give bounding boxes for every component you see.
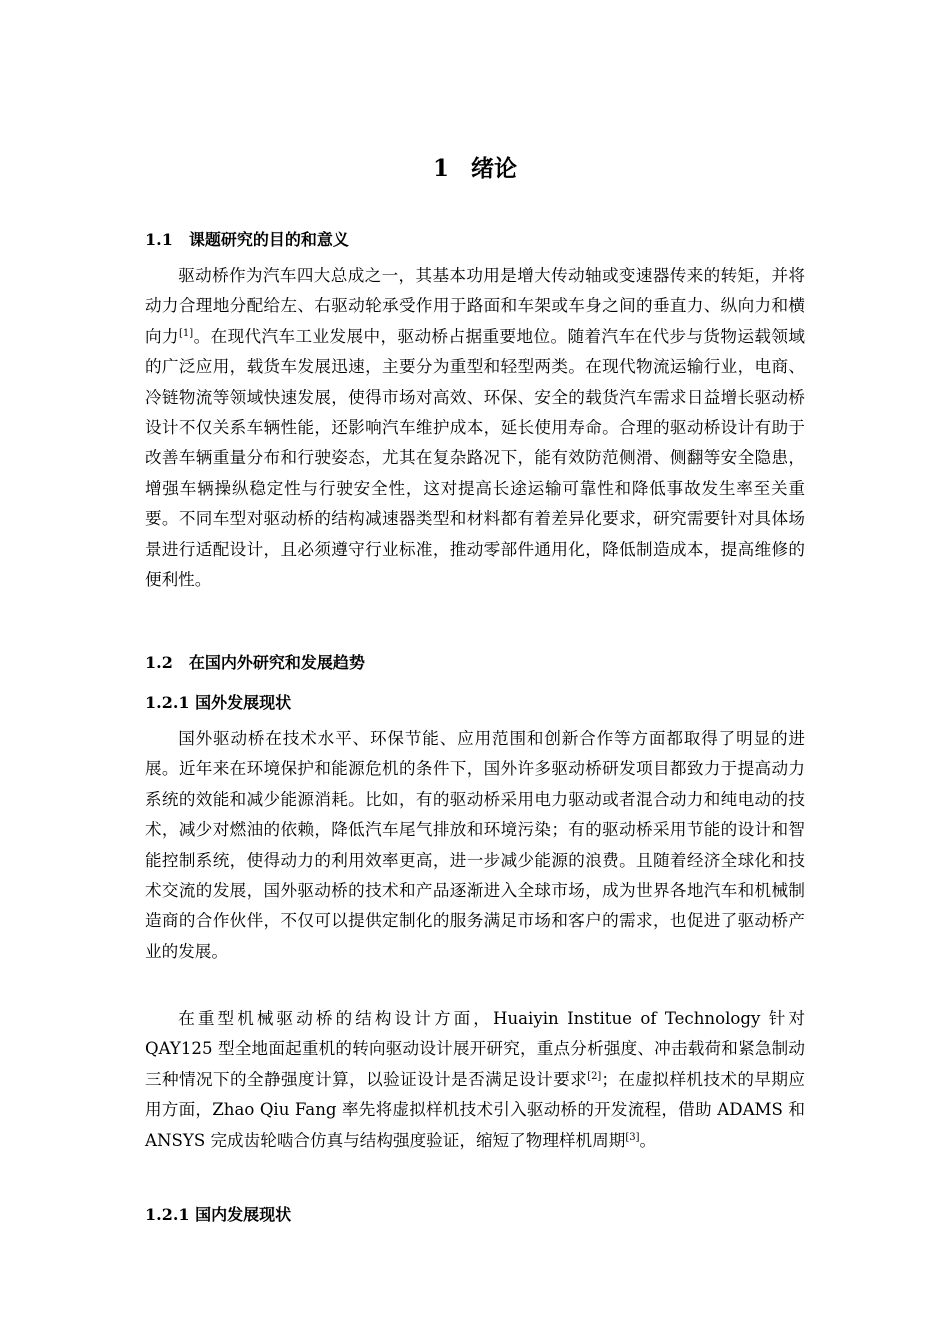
section-number: 1.1: [145, 230, 173, 249]
chapter-number: 1: [432, 155, 449, 182]
paragraph-foreign-status: 国外驱动桥在技术水平、环保节能、应用范围和创新合作等方面都取得了明显的进展。近年来在环境保护和能源危机的条件下，国外许多驱动桥研发项目都致力于提高动力系统的效能和减少能源消耗。比如，有的驱动桥采用电力驱动或者混合动力和纯电动的技术，减少对燃油的依赖，降低汽车尾气排放和环境污染；有的驱动桥采用节能的设计和智能控制系统，使得动力的利用效率更高，进一步减少能源的浪费。且随着经济全球化和技术交流的发展，国外驱动桥的技术和产品逐渐进入全球市场，成为世界各地汽车和机械制造商的合作伙伴，不仅可以提供定制化的服务满足市场和客户的需求，也促进了驱动桥产业的发展。: [145, 729, 805, 961]
paragraph-text: 驱动桥作为汽车四大总成之一，其基本功用是增大传动轴或变速器传来的转矩，并将动力合理地分配给左、右驱动轮承受作用于路面和车架或车身之间的垂直力、纵向力和横向力: [145, 266, 805, 346]
citation-3: [3]: [625, 1131, 640, 1143]
chapter-title: [0, 150, 950, 183]
subsection-heading-foreign: 1.2.1 国外发展现状: [145, 693, 292, 712]
paragraph-text: 在重型机械驱动桥的结构设计方面，Huaiyin Institue of Technology 针对 QAY125 型全地面起重机的转向驱动设计展开研究，重点分析强度、冲击载荷和紧急制动三种情况下的全静强度计算，以验证设计是否满足设计要求: [145, 1009, 805, 1089]
paragraph-text: ；在虚拟样机技术的早期应用方面，Zhao Qiu Fang 率先将虚拟样机技术引入驱动桥的开发流程，借助 ADAMS 和 ANSYS 完成齿轮啮合仿真与结构强度验证，缩短了物理样机周期: [145, 1069, 806, 1150]
section-heading-1-2: [145, 650, 365, 673]
paragraph-purpose: [145, 261, 805, 595]
paragraph-text: 。: [639, 1130, 657, 1150]
section-number: 1.2: [145, 653, 173, 672]
section-title: 课题研究的目的和意义: [188, 230, 349, 249]
paragraph-text: 。在现代汽车工业发展中，驱动桥占据重要地位。随着汽车在代步与货物运载领域的广泛应用，载货车发展迅速，主要分为重型和轻型两类。在现代物流运输行业，电商、冷链物流等领域快速发展，使得市场对高效、环保、安全的载货汽车需求日益增长驱动桥设计不仅关系车辆性能，还影响汽车维护成本，延长使用寿命。合理的驱动桥设计有助于改善车辆重量分布和行驶姿态，尤其在复杂路况下，能有效防范侧滑、侧翻等安全隐患，增强车辆操纵稳定性与行驶安全性，这对提高长途运输可靠性和降低事故发生率至关重要。不同车型对驱动桥的结构减速器类型和材料都有着差异化要求，研究需要针对具体场景进行适配设计，且必须遵守行业标准，推动零部件通用化，降低制造成本，提高维修的便利性。: [145, 326, 806, 590]
chapter-title-text: 绪论: [471, 155, 517, 182]
citation-2: [2]: [587, 1070, 602, 1082]
citation-1: [1]: [179, 327, 194, 339]
section-heading-1-1: [145, 227, 349, 250]
subsection-heading-domestic: 1.2.1 国内发展现状: [145, 1205, 292, 1224]
section-title: 在国内外研究和发展趋势: [188, 653, 365, 672]
paragraph-foreign-research: [145, 1004, 805, 1156]
